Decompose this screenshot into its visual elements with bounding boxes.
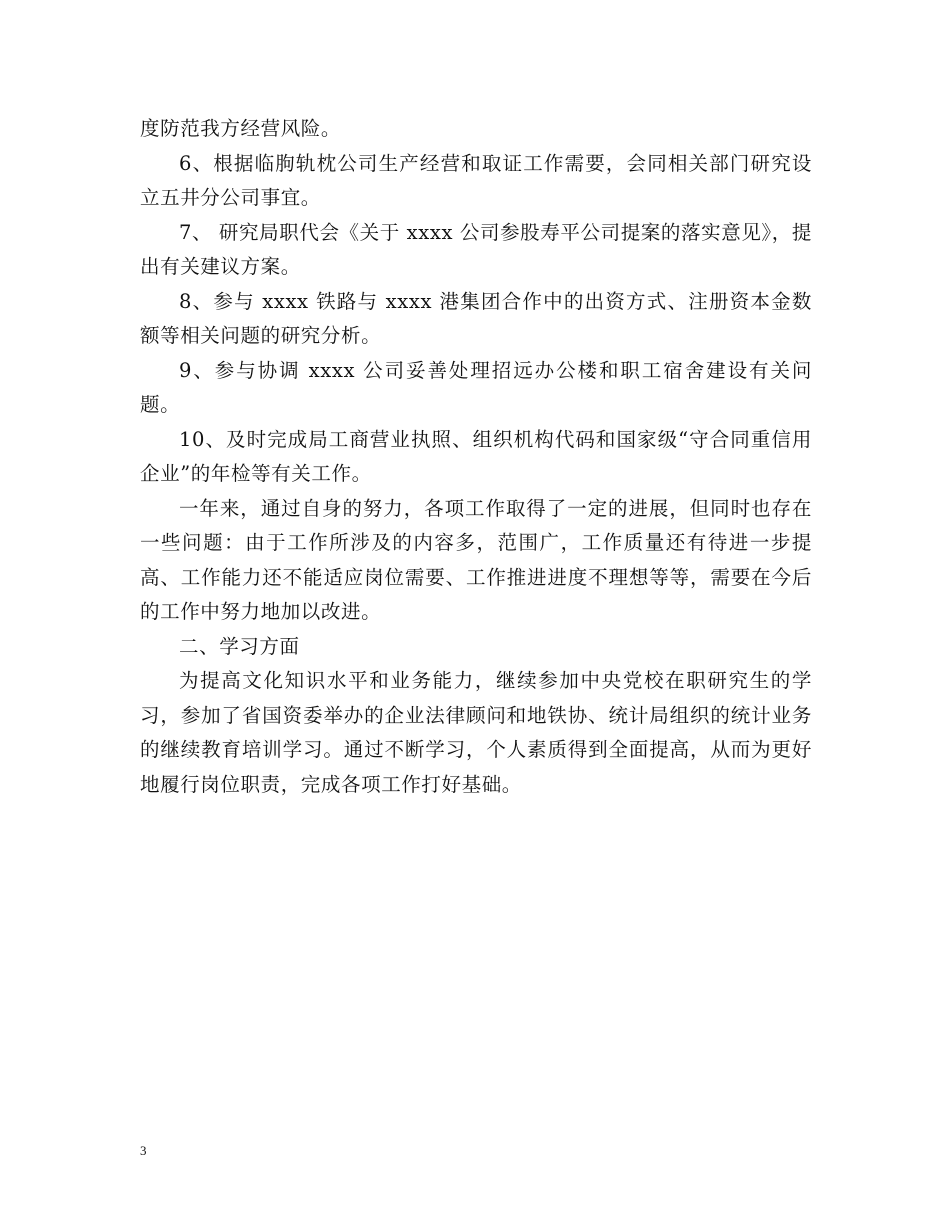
body-text	[140, 112, 812, 802]
paragraph-item-9: 9、参与协调 xxxx 公司妥善处理招远办公楼和职工宿舍建设有关问题。	[140, 358, 812, 416]
paragraph-study: 为提高文化知识水平和业务能力，继续参加中央党校在职研究生的学习，参加了省国资委举办的企业法律顾问和地铁协、统计局组织的统计业务的继续教育培训学习。通过不断学习，个人素质得到全面提高，从而为更好地履行岗位职责，完成各项工作打好基础。	[140, 669, 812, 796]
paragraph-item-8: 8、参与 xxxx 铁路与 xxxx 港集团合作中的出资方式、注册资本金数额等相关问题的研究分析。	[140, 289, 812, 347]
paragraph-item-10: 10、及时完成局工商营业执照、组织机构代码和国家级“守合同重信用企业”的年检等有关工作。	[140, 427, 812, 485]
page-number: 3	[140, 1143, 147, 1158]
paragraph-item-7: 7、 研究局职代会《关于 xxxx 公司参股寿平公司提案的落实意见》，提出有关建议方案。	[140, 220, 812, 278]
paragraph-item-6: 6、根据临朐轨枕公司生产经营和取证工作需要，会同相关部门研究设立五井分公司事宜。	[140, 151, 812, 209]
paragraph-summary: 一年来，通过自身的努力，各项工作取得了一定的进展，但同时也存在一些问题：由于工作所涉及的内容多，范围广，工作质量还有待进一步提高、工作能力还不能适应岗位需要、工作推进进度不理想等等，需要在今后的工作中努力地加以改进。	[140, 496, 812, 623]
paragraph-continuation: 度防范我方经营风险。	[140, 117, 342, 140]
section-heading-study: 二、学习方面	[179, 634, 300, 658]
